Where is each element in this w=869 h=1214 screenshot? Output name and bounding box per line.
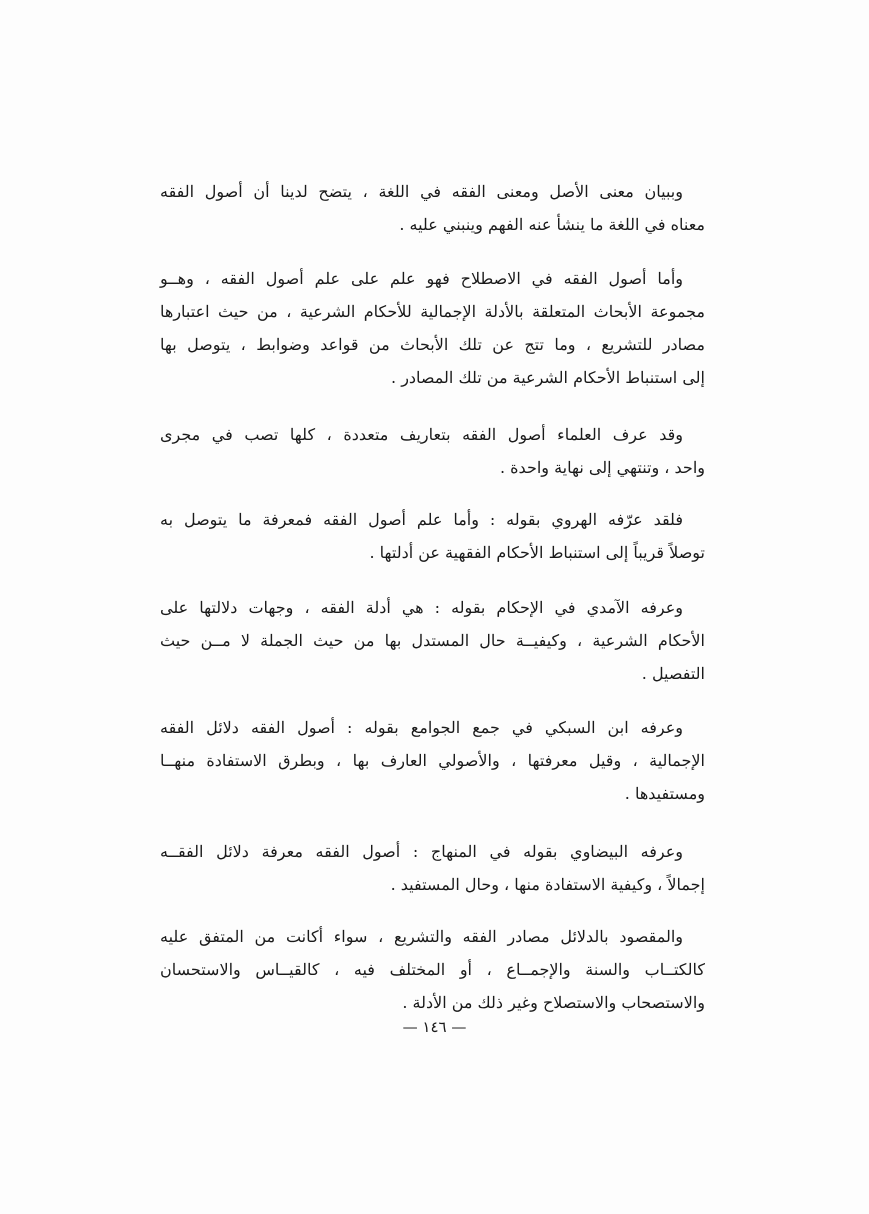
text-line: الأحكام الشرعية ، وكيفيــة حال المستدل بها من حيث الجملة لا مــن حيث <box>160 631 705 650</box>
text-line: إجمالاً ، وكيفية الاستفادة منها ، وحال المستفيد . <box>390 875 705 894</box>
text-line: وببيان معنى الأصل ومعنى الفقه في اللغة ، يتضح لدينا أن أصول الفقه <box>160 182 683 201</box>
text-line: وقد عرف العلماء أصول الفقه بتعاريف متعددة ، كلها تصب في مجرى <box>160 425 683 444</box>
paragraph-5 <box>160 591 705 690</box>
paragraph-3 <box>160 418 705 484</box>
text-line: وعرفه الآمدي في الإحكام بقوله : هي أدلة الفقه ، وجهات دلالتها على <box>160 598 683 617</box>
paragraph-8 <box>160 920 705 1019</box>
paragraph-4 <box>160 503 705 569</box>
text-line: توصلاً قريباً إلى استنباط الأحكام الفقهية عن أدلتها . <box>369 543 705 562</box>
paragraph-1 <box>160 175 705 241</box>
text-line: والاستصحاب والاستصلاح وغير ذلك من الأدلة . <box>402 993 705 1012</box>
text-line: الإجمالية ، وقيل معرفتها ، والأصولي العارف بها ، وبطرق الاستفادة منهــا <box>160 751 705 770</box>
text-line: مجموعة الأبحاث المتعلقة بالأدلة الإجمالية للأحكام الشرعية ، من حيث اعتبارها <box>160 302 705 321</box>
paragraph-2 <box>160 262 705 394</box>
text-line: مصادر للتشريع ، وما تتج عن تلك الأبحاث من قواعد وضوابط ، يتوصل بها <box>160 335 706 354</box>
text-line: كالكتــاب والسنة والإجمــاع ، أو المختلف فيه ، كالقيــاس والاستحسان <box>160 960 706 979</box>
paragraph-7 <box>160 835 705 901</box>
text-line: إلى استنباط الأحكام الشرعية من تلك المصادر . <box>391 368 705 387</box>
text-line: واحد ، وتنتهي إلى نهاية واحدة . <box>499 458 705 477</box>
text-line: وعرفه ابن السبكي في جمع الجوامع بقوله : أصول الفقه دلائل الفقه <box>160 718 683 737</box>
page-number: — ١٤٦ — <box>402 1018 467 1036</box>
paragraph-6 <box>160 711 705 810</box>
text-line: ومستفيدها . <box>624 784 705 803</box>
text-line: والمقصود بالدلائل مصادر الفقه والتشريع ، سواء أكانت من المتفق عليه <box>160 927 683 946</box>
text-line: التفصيل . <box>641 664 705 683</box>
text-line: فلقد عرّفه الهروي بقوله : وأما علم أصول الفقه فمعرفة ما يتوصل به <box>160 510 683 529</box>
text-line: وأما أصول الفقه في الاصطلاح فهو علم على علم أصول الفقه ، وهــو <box>160 269 683 288</box>
text-line: وعرفه البيضاوي بقوله في المنهاج : أصول الفقه معرفة دلائل الفقــه <box>160 842 683 861</box>
text-line: معناه في اللغة ما ينشأ عنه الفهم وينبني عليه . <box>399 215 705 234</box>
